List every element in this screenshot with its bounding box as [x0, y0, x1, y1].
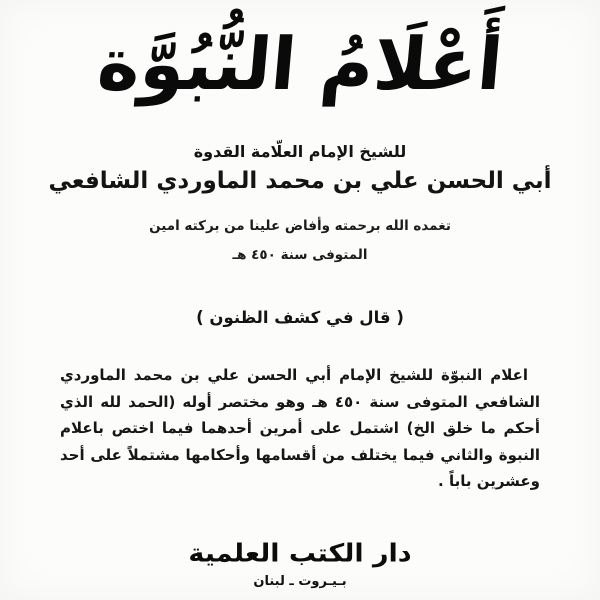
publisher-location: بـيـروت ـ لبنان — [253, 574, 347, 589]
book-title: أَعْلَامُ النُّبُوَّة — [94, 22, 507, 106]
death-year-line: المتوفى سنة ٤٥٠ هـ — [232, 247, 368, 263]
author-name: أبي الحسن علي بن محمد الماوردي الشافعي — [48, 168, 552, 194]
publisher-logo: دار الكتب العلمية — [188, 539, 412, 568]
quote-paragraph: اعلام النبوّة للشيخ الإمام أبي الحسن علي بن محمد الماوردي الشافعي المتوفى سنة ٤٥٠ هـ وهو مختصر أوله (الحمد لله الذي أحكم ما خلق الخ) اشتمل على أمرين أحدهما فيما اختص باعلام النبوة والثاني فيما يختلف من أقسامها وأحكامها مشتملاً على أحد وعشرين باباً . — [60, 366, 540, 490]
author-honorific-line: للشيخ الإمام العلّامة القدوة — [193, 142, 407, 161]
quote-source-heading: ( قال في كشف الظنون ) — [196, 308, 404, 327]
blessing-line: تغمده الله برحمته وأفاض علينا من بركته امين — [149, 218, 451, 234]
